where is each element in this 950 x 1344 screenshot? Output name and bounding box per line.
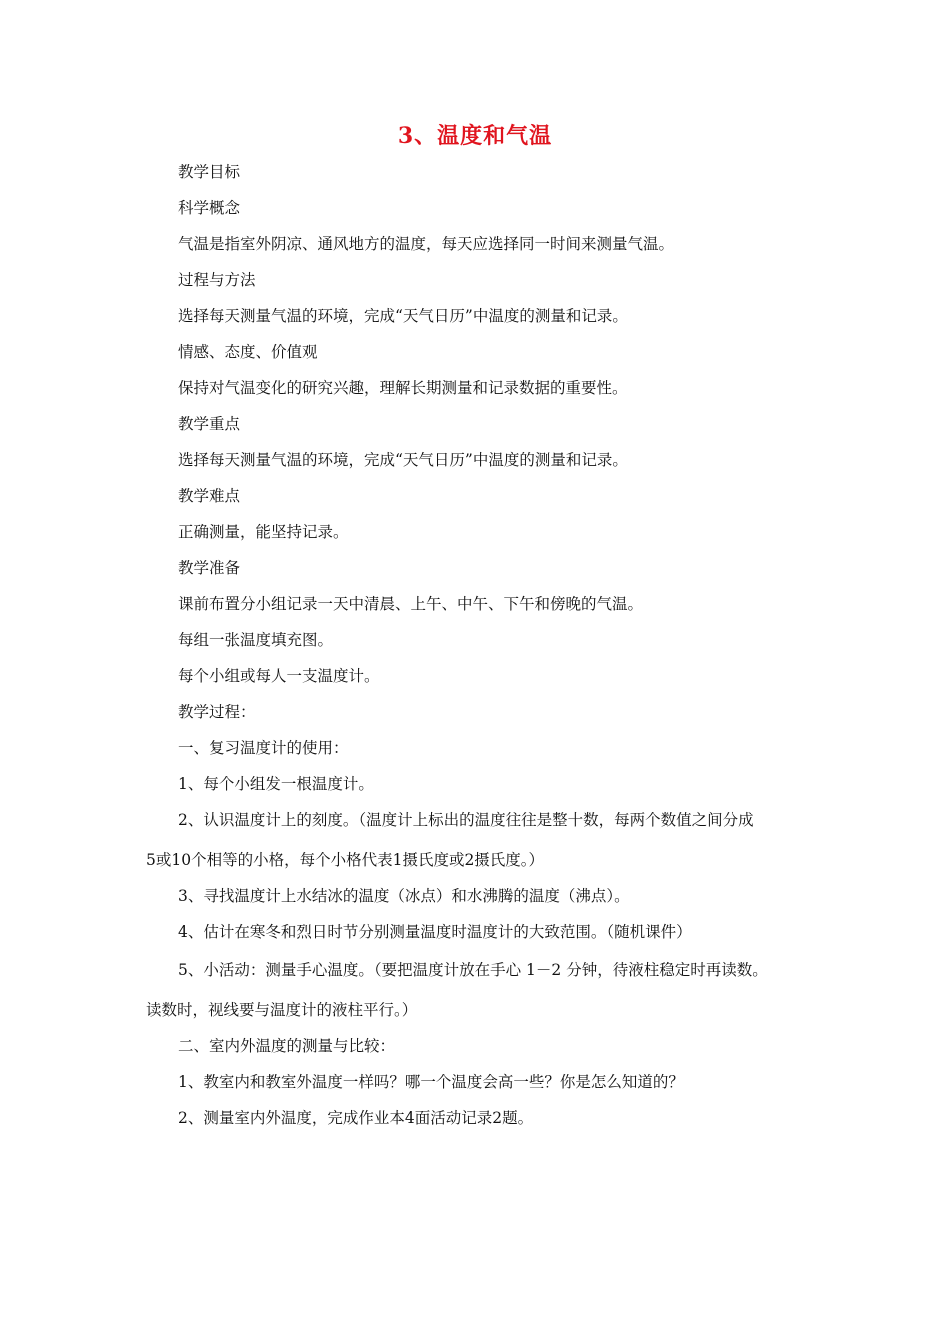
section-heading-difficulties: 教学难点 [178,487,241,505]
step-item: 3、寻找温度计上水结冰的温度（冰点）和水沸腾的温度（沸点）。 [178,887,630,905]
section-heading-key-points: 教学重点 [178,415,241,433]
step-item: 4、估计在寒冬和烈日时节分别测量温度时温度计的大致范围。（随机课件） [178,923,692,941]
paragraph-attitude: 保持对气温变化的研究兴趣，理解长期测量和记录数据的重要性。 [178,379,628,397]
step-item-continuation: 5或10个相等的小格，每个小格代表1摄氏度或2摄氏度。） [146,851,545,869]
subheading-attitude: 情感、态度、价值观 [178,343,318,361]
part-heading-comparison: 二、室内外温度的测量与比较： [178,1037,396,1055]
paragraph-concept: 气温是指室外阴凉、通风地方的温度，每天应选择同一时间来测量气温。 [178,235,675,253]
part-heading-review: 一、复习温度计的使用： [178,739,349,757]
paragraph-difficulties: 正确测量，能坚持记录。 [178,523,349,541]
section-heading-process: 教学过程： [178,703,256,721]
preparation-item: 每个小组或每人一支温度计。 [178,667,380,685]
step-item: 2、认识温度计上的刻度。（温度计上标出的温度往往是整十数，每两个数值之间分成 [178,811,754,829]
preparation-item: 每组一张温度填充图。 [178,631,334,649]
preparation-item: 课前布置分小组记录一天中清晨、上午、中午、下午和傍晚的气温。 [178,595,644,613]
step-item: 1、每个小组发一根温度计。 [178,775,374,793]
step-item: 5、小活动：测量手心温度。（要把温度计放在手心 1－2 分钟，待液柱稳定时再读数。 [178,961,768,979]
section-heading-preparation: 教学准备 [178,559,241,577]
subheading-science-concept: 科学概念 [178,199,241,217]
step-item: 1、教室内和教室外温度一样吗？哪一个温度会高一些？你是怎么知道的？ [178,1073,684,1091]
subheading-process-method: 过程与方法 [178,271,256,289]
paragraph-key-points: 选择每天测量气温的环境，完成“天气日历”中温度的测量和记录。 [178,451,628,469]
step-item: 2、测量室内外温度，完成作业本4面活动记录2题。 [178,1109,534,1127]
section-heading-teaching-goals: 教学目标 [178,163,241,181]
step-item-continuation: 读数时，视线要与温度计的液柱平行。） [146,1001,418,1019]
paragraph-process: 选择每天测量气温的环境，完成“天气日历”中温度的测量和记录。 [178,307,628,325]
document-title: 3、温度和气温 [397,123,553,149]
